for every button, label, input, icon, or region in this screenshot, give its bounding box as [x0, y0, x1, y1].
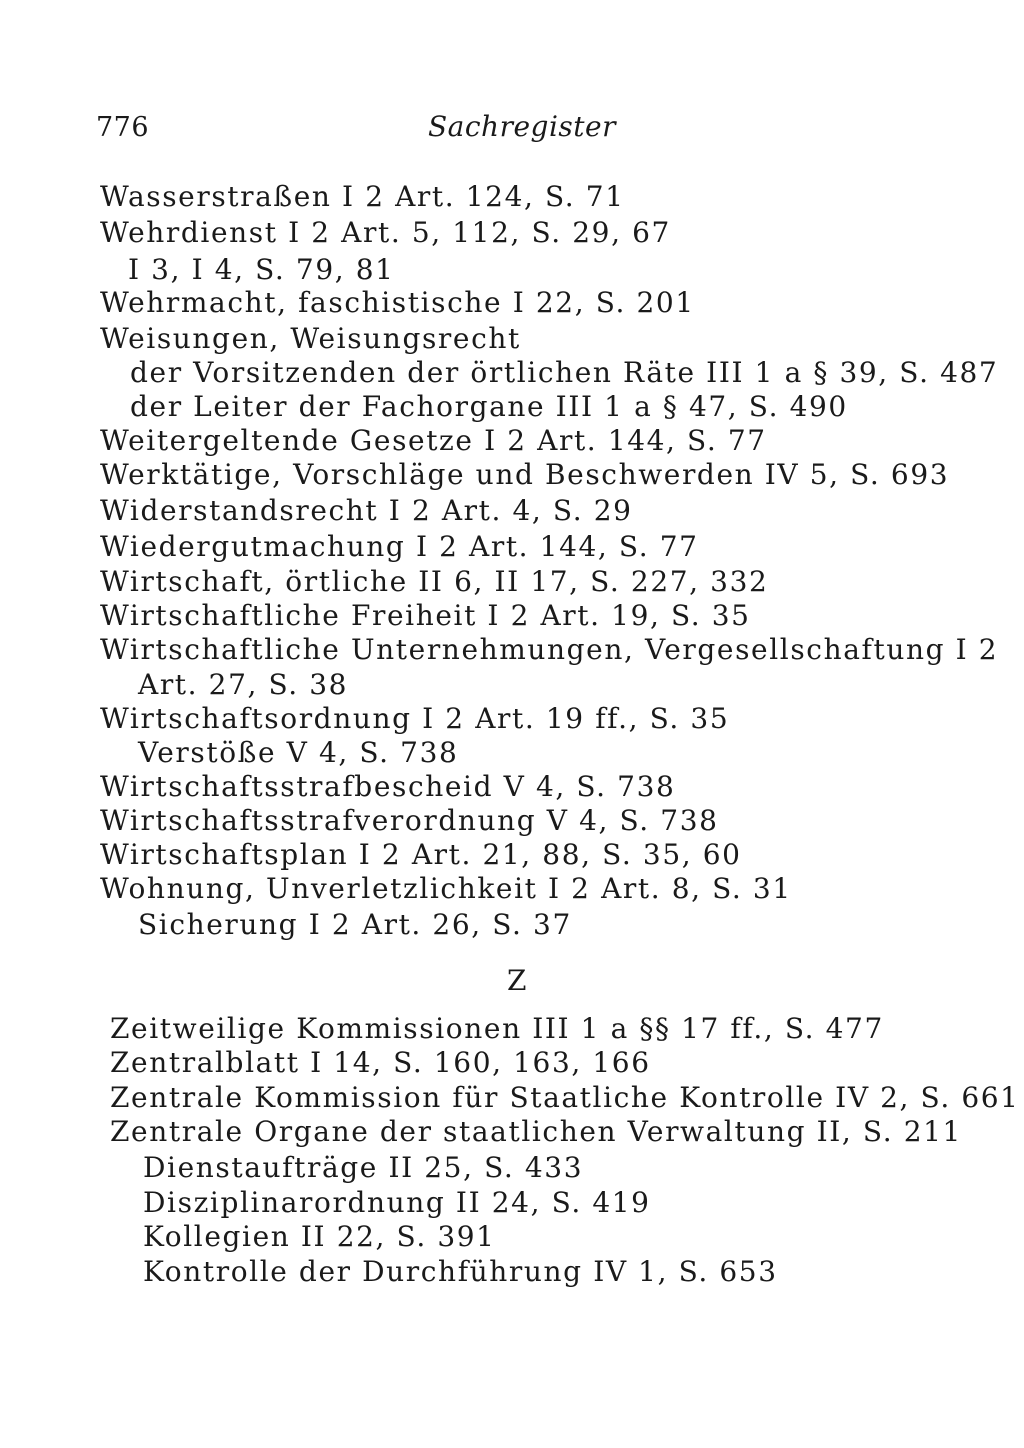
index-entry: Wiedergutmachung I 2 Art. 144, S. 77	[100, 530, 699, 563]
section-letter-heading: Z	[507, 964, 527, 997]
index-subentry: der Leiter der Fachorgane III 1 a § 47, S. 490	[130, 390, 848, 423]
index-subentry: Dienstaufträge II 25, S. 433	[143, 1151, 584, 1184]
index-entry: Wehrdienst I 2 Art. 5, 112, S. 29, 67	[100, 216, 671, 249]
index-entry: Wirtschaftsordnung I 2 Art. 19 ff., S. 35	[100, 702, 730, 735]
index-entry: Zeitweilige Kommissionen III 1 a §§ 17 ff., S. 477	[110, 1012, 884, 1045]
index-entry: Wasserstraßen I 2 Art. 124, S. 71	[100, 180, 625, 213]
index-entry: Wirtschaftliche Unternehmungen, Vergesellschaftung I 2	[100, 633, 999, 666]
index-entry: Wirtschaftliche Freiheit I 2 Art. 19, S. 35	[100, 599, 751, 632]
index-subentry: I 3, I 4, S. 79, 81	[128, 253, 395, 286]
index-subentry: Disziplinarordnung II 24, S. 419	[143, 1186, 651, 1219]
index-entry: Zentrale Kommission für Staatliche Kontrolle IV 2, S. 661	[110, 1081, 1020, 1114]
index-entry: Wirtschaftsplan I 2 Art. 21, 88, S. 35, 60	[100, 838, 742, 871]
index-entry: Wirtschaftsstrafbescheid V 4, S. 738	[100, 770, 676, 803]
index-entry: Zentralblatt I 14, S. 160, 163, 166	[110, 1046, 651, 1079]
index-entry: Wohnung, Unverletzlichkeit I 2 Art. 8, S. 31	[100, 872, 792, 905]
index-entry: Wirtschaftsstrafverordnung V 4, S. 738	[100, 804, 719, 837]
index-entry: Weitergeltende Gesetze I 2 Art. 144, S. 77	[100, 424, 767, 457]
index-subentry: der Vorsitzenden der örtlichen Räte III 1 a § 39, S. 487	[130, 356, 999, 389]
index-continuation: Art. 27, S. 38	[138, 668, 349, 701]
page-number: 776	[96, 112, 150, 143]
index-subentry: Sicherung I 2 Art. 26, S. 37	[138, 908, 572, 941]
index-subentry: Kontrolle der Durchführung IV 1, S. 653	[143, 1255, 778, 1288]
index-entry: Zentrale Organe der staatlichen Verwaltung II, S. 211	[110, 1115, 962, 1148]
index-subentry: Verstöße V 4, S. 738	[138, 736, 459, 769]
index-entry: Wirtschaft, örtliche II 6, II 17, S. 227, 332	[100, 565, 769, 598]
index-entry: Werktätige, Vorschläge und Beschwerden IV 5, S. 693	[100, 458, 950, 491]
running-title: Sachregister	[428, 110, 616, 143]
index-entry: Widerstandsrecht I 2 Art. 4, S. 29	[100, 494, 633, 527]
index-subentry: Kollegien II 22, S. 391	[143, 1220, 496, 1253]
index-entry: Weisungen, Weisungsrecht	[100, 322, 521, 355]
index-entry: Wehrmacht, faschistische I 22, S. 201	[100, 286, 695, 319]
